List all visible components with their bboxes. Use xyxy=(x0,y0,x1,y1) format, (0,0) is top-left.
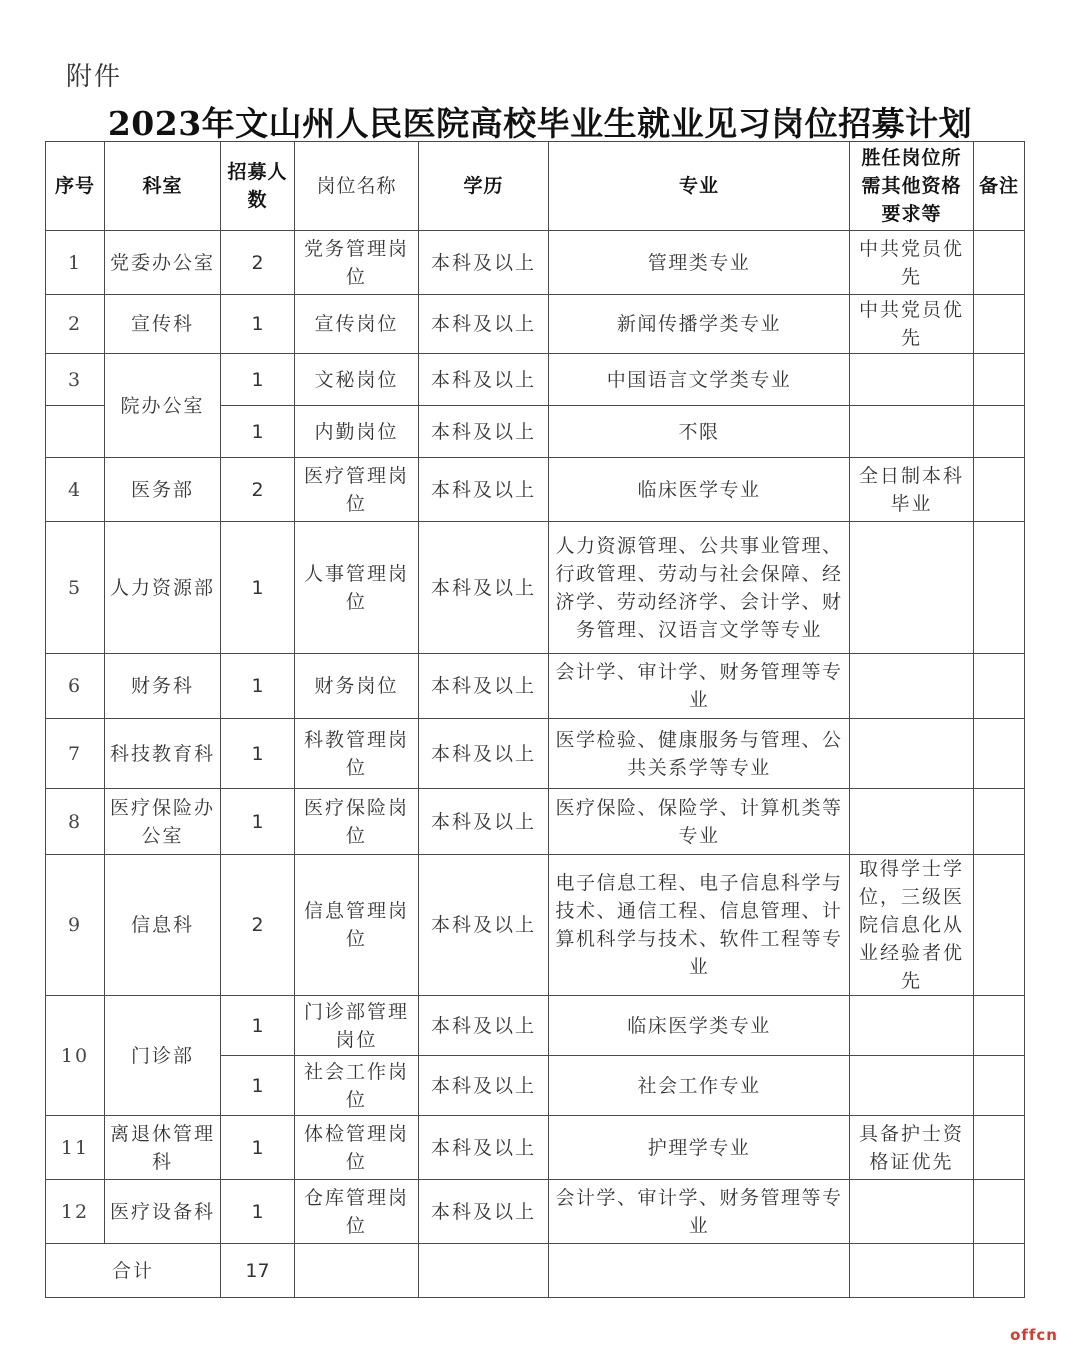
cell-req xyxy=(850,354,974,406)
table-row xyxy=(46,789,1025,855)
header-edu: 学历 xyxy=(419,142,549,231)
recruitment-table xyxy=(45,141,1025,1298)
cell-note xyxy=(974,406,1025,458)
header-row xyxy=(46,142,1025,231)
cell-seq: 1 xyxy=(46,231,105,295)
cell-count: 2 xyxy=(221,855,295,996)
cell-dept: 科技教育科 xyxy=(105,719,221,789)
cell-dept: 宣传科 xyxy=(105,295,221,354)
cell-post: 内勤岗位 xyxy=(295,406,419,458)
cell-seq: 11 xyxy=(46,1116,105,1180)
cell-seq: 12 xyxy=(46,1180,105,1244)
cell-edu: 本科及以上 xyxy=(419,522,549,654)
total-label: 合计 xyxy=(46,1244,221,1298)
cell-dept: 医务部 xyxy=(105,458,221,522)
cell-major: 管理类专业 xyxy=(549,231,850,295)
cell-note xyxy=(974,654,1025,719)
cell-req: 具备护士资格证优先 xyxy=(850,1116,974,1180)
cell-edu: 本科及以上 xyxy=(419,996,549,1056)
cell-count: 1 xyxy=(221,789,295,855)
cell-edu: 本科及以上 xyxy=(419,1180,549,1244)
cell-note xyxy=(974,1180,1025,1244)
cell-seq: 4 xyxy=(46,458,105,522)
table-row xyxy=(46,522,1025,654)
cell-major: 临床医学类专业 xyxy=(549,996,850,1056)
cell-dept: 人力资源部 xyxy=(105,522,221,654)
cell-note xyxy=(974,231,1025,295)
watermark: offcn xyxy=(1010,1326,1058,1344)
header-seq: 序号 xyxy=(46,142,105,231)
cell-major: 医疗保险、保险学、计算机类等专业 xyxy=(549,789,850,855)
cell-count: 2 xyxy=(221,458,295,522)
cell-edu: 本科及以上 xyxy=(419,855,549,996)
cell-note xyxy=(974,1116,1025,1180)
cell-edu: 本科及以上 xyxy=(419,1116,549,1180)
cell-req: 中共党员优先 xyxy=(850,295,974,354)
cell-edu: 本科及以上 xyxy=(419,789,549,855)
cell-note xyxy=(974,354,1025,406)
cell-note xyxy=(974,522,1025,654)
cell-count: 2 xyxy=(221,231,295,295)
cell-dept: 信息科 xyxy=(105,855,221,996)
cell-count: 1 xyxy=(221,354,295,406)
cell-seq: 9 xyxy=(46,855,105,996)
cell-count: 1 xyxy=(221,295,295,354)
cell-req xyxy=(850,1056,974,1116)
cell-req xyxy=(850,1180,974,1244)
cell-post: 医疗保险岗位 xyxy=(295,789,419,855)
cell-seq: 2 xyxy=(46,295,105,354)
cell-post: 信息管理岗位 xyxy=(295,855,419,996)
cell-major: 新闻传播学类专业 xyxy=(549,295,850,354)
table-row xyxy=(46,1180,1025,1244)
cell-edu: 本科及以上 xyxy=(419,406,549,458)
cell-req: 全日制本科毕业 xyxy=(850,458,974,522)
table-row xyxy=(46,855,1025,996)
page-title: 2023年文山州人民医院高校毕业生就业见习岗位招募计划 xyxy=(107,104,973,143)
cell-count: 1 xyxy=(221,654,295,719)
header-dept: 科室 xyxy=(105,142,221,231)
cell-post: 体检管理岗位 xyxy=(295,1116,419,1180)
cell-note xyxy=(974,789,1025,855)
cell-seq: 7 xyxy=(46,719,105,789)
cell-post: 科教管理岗位 xyxy=(295,719,419,789)
cell-empty xyxy=(419,1244,549,1298)
cell-note xyxy=(974,719,1025,789)
cell-req xyxy=(850,406,974,458)
cell-post: 宣传岗位 xyxy=(295,295,419,354)
cell-major: 人力资源管理、公共事业管理、行政管理、劳动与社会保障、经济学、劳动经济学、会计学、财务管理、汉语言文学等专业 xyxy=(549,522,850,654)
table-row xyxy=(46,719,1025,789)
header-req: 胜任岗位所需其他资格要求等 xyxy=(850,142,974,231)
cell-count: 1 xyxy=(221,1180,295,1244)
attachment-label: 附件 xyxy=(66,62,123,92)
cell-major: 中国语言文学类专业 xyxy=(549,354,850,406)
cell-req xyxy=(850,522,974,654)
cell-major: 护理学专业 xyxy=(549,1116,850,1180)
cell-major: 医学检验、健康服务与管理、公共关系学等专业 xyxy=(549,719,850,789)
cell-seq: 10 xyxy=(46,996,105,1116)
cell-req: 中共党员优先 xyxy=(850,231,974,295)
cell-post: 人事管理岗位 xyxy=(295,522,419,654)
cell-edu: 本科及以上 xyxy=(419,458,549,522)
cell-post: 文秘岗位 xyxy=(295,354,419,406)
cell-edu: 本科及以上 xyxy=(419,719,549,789)
cell-edu: 本科及以上 xyxy=(419,295,549,354)
cell-dept: 医疗保险办公室 xyxy=(105,789,221,855)
cell-post: 财务岗位 xyxy=(295,654,419,719)
table-row xyxy=(46,458,1025,522)
cell-dept: 财务科 xyxy=(105,654,221,719)
cell-dept: 离退休管理科 xyxy=(105,1116,221,1180)
cell-count: 1 xyxy=(221,996,295,1056)
cell-empty xyxy=(295,1244,419,1298)
cell-count: 1 xyxy=(221,1056,295,1116)
cell-req xyxy=(850,654,974,719)
cell-post: 党务管理岗位 xyxy=(295,231,419,295)
cell-note xyxy=(974,996,1025,1056)
cell-req xyxy=(850,719,974,789)
cell-empty xyxy=(850,1244,974,1298)
cell-major: 会计学、审计学、财务管理等专业 xyxy=(549,1180,850,1244)
cell-count: 1 xyxy=(221,1116,295,1180)
table-row xyxy=(46,654,1025,719)
cell-empty xyxy=(549,1244,850,1298)
cell-major: 社会工作专业 xyxy=(549,1056,850,1116)
cell-edu: 本科及以上 xyxy=(419,354,549,406)
cell-seq: 8 xyxy=(46,789,105,855)
cell-post: 仓库管理岗位 xyxy=(295,1180,419,1244)
cell-major: 会计学、审计学、财务管理等专业 xyxy=(549,654,850,719)
cell-note xyxy=(974,295,1025,354)
cell-empty xyxy=(974,1244,1025,1298)
cell-post: 门诊部管理岗位 xyxy=(295,996,419,1056)
cell-req xyxy=(850,789,974,855)
cell-count: 1 xyxy=(221,406,295,458)
table-row xyxy=(46,354,1025,406)
cell-seq: 5 xyxy=(46,522,105,654)
header-note: 备注 xyxy=(974,142,1025,231)
cell-edu: 本科及以上 xyxy=(419,231,549,295)
table-row xyxy=(46,996,1025,1056)
cell-dept: 党委办公室 xyxy=(105,231,221,295)
cell-edu: 本科及以上 xyxy=(419,1056,549,1116)
table-row xyxy=(46,295,1025,354)
cell-dept: 院办公室 xyxy=(105,354,221,458)
cell-post: 社会工作岗位 xyxy=(295,1056,419,1116)
cell-req xyxy=(850,996,974,1056)
header-count: 招募人数 xyxy=(221,142,295,231)
table-row xyxy=(46,231,1025,295)
cell-count: 1 xyxy=(221,719,295,789)
cell-note xyxy=(974,1056,1025,1116)
cell-dept: 医疗设备科 xyxy=(105,1180,221,1244)
cell-seq: 3 xyxy=(46,354,105,406)
total-count: 17 xyxy=(221,1244,295,1298)
cell-note xyxy=(974,458,1025,522)
cell-count: 1 xyxy=(221,522,295,654)
header-major: 专业 xyxy=(549,142,850,231)
cell-major: 不限 xyxy=(549,406,850,458)
total-row xyxy=(46,1244,1025,1298)
table-row xyxy=(46,1116,1025,1180)
cell-seq xyxy=(46,406,105,458)
cell-dept: 门诊部 xyxy=(105,996,221,1116)
header-post: 岗位名称 xyxy=(295,142,419,231)
cell-post: 医疗管理岗位 xyxy=(295,458,419,522)
cell-seq: 6 xyxy=(46,654,105,719)
cell-edu: 本科及以上 xyxy=(419,654,549,719)
cell-req: 取得学士学位，三级医院信息化从业经验者优先 xyxy=(850,855,974,996)
cell-major: 临床医学专业 xyxy=(549,458,850,522)
cell-note xyxy=(974,855,1025,996)
cell-major: 电子信息工程、电子信息科学与技术、通信工程、信息管理、计算机科学与技术、软件工程等专业 xyxy=(549,855,850,996)
